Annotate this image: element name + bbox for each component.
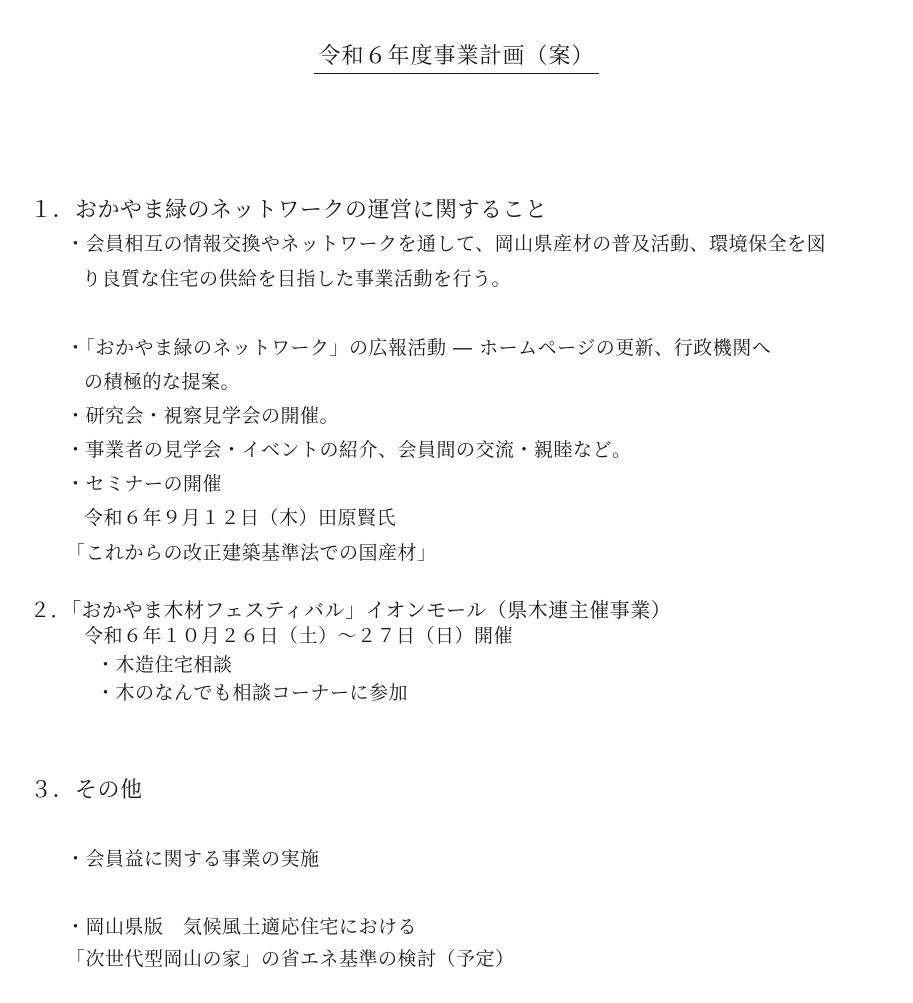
section-1-pr-item-line-1: ・「おかやま緑のネットワーク」の広報活動 ― ホームページの更新、行政機関へ — [66, 337, 772, 359]
section-2-item-1: ・木造住宅相談 — [96, 654, 233, 676]
section-3-item-1: ・会員益に関する事業の実施 — [66, 848, 320, 870]
page-title — [0, 42, 913, 74]
section-2-item-2: ・木のなんでも相談コーナーに参加 — [96, 682, 409, 704]
section-3-item-2-line-2: 「次世代型岡山の家」の省エネ基準の検討（予定） — [66, 948, 515, 970]
section-1-pr-item-line-2: の積極的な提案。 — [84, 371, 241, 393]
page-title-text: 令和６年度事業計画（案） — [314, 42, 598, 74]
section-1-seminar-date: 令和６年９月１２日（木）田原賢氏 — [84, 507, 397, 529]
section-1-seminar-theme: 「これからの改正建築基準法での国産材」 — [66, 542, 437, 564]
section-1-intro-line-1: ・会員相互の情報交換やネットワークを通して、岡山県産材の普及活動、環境保全を図 — [66, 233, 827, 255]
section-1-heading: １．おかやま緑のネットワークの運営に関すること — [30, 198, 548, 223]
section-3-item-2-line-1: ・岡山県版 気候風土適応住宅における — [66, 916, 418, 938]
section-1-study-item: ・研究会・視察見学会の開催。 — [66, 405, 340, 427]
section-1-events-item: ・事業者の見学会・イベントの紹介、会員間の交流・親睦など。 — [66, 439, 632, 461]
section-3-heading: ３．その他 — [30, 778, 143, 803]
section-2-heading: ２．「おかやま木材フェスティバル」イオンモール（県木連主催事業） — [30, 598, 672, 622]
section-1-intro-line-2: り良質な住宅の供給を目指した事業活動を行う。 — [82, 268, 512, 290]
section-1-seminar-item: ・セミナーの開催 — [66, 473, 223, 495]
section-2-date: 令和６年１０月２６日（土）～２７日（日）開催 — [84, 625, 514, 647]
